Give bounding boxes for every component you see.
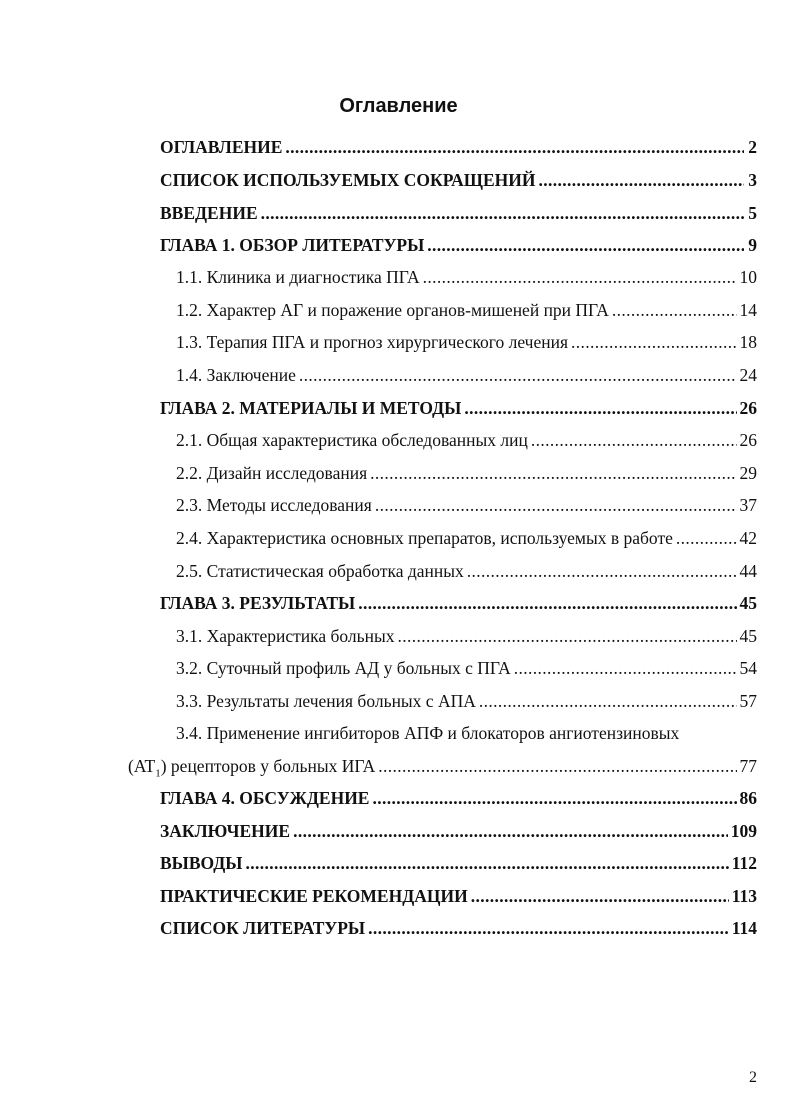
toc-label: 1.4. Заключение: [176, 365, 296, 385]
toc-page: 42: [739, 528, 757, 548]
toc-label: [128, 755, 375, 785]
toc-page: 26: [739, 430, 757, 450]
toc-page: 86: [739, 788, 757, 808]
toc-label-suffix: ) рецепторов у больных ИГА: [160, 756, 376, 776]
toc-label: 2.5. Статистическая обработка данных: [176, 561, 464, 581]
toc-entry[interactable]: [176, 364, 757, 386]
toc-page: 2: [748, 137, 757, 157]
toc-entry[interactable]: [160, 397, 757, 419]
dot-leader: [375, 494, 737, 516]
page-title: Оглавление: [339, 95, 458, 117]
toc-page: 29: [739, 463, 757, 483]
dot-leader: [464, 397, 736, 419]
dot-leader: [467, 560, 737, 582]
toc-page: 10: [739, 267, 757, 287]
toc-label: ВВЕДЕНИЕ: [160, 203, 258, 223]
toc-page: 24: [739, 365, 757, 385]
toc-entry[interactable]: [176, 625, 757, 647]
toc-label: 3.1. Характеристика больных: [176, 626, 395, 646]
toc-page: 18: [739, 332, 757, 352]
toc-label: ГЛАВА 3. РЕЗУЛЬТАТЫ: [160, 593, 356, 613]
dot-leader: [358, 592, 736, 614]
dot-leader: [539, 169, 744, 191]
dot-leader: [285, 136, 744, 158]
toc-entry[interactable]: [160, 885, 757, 907]
toc-label: 2.4. Характеристика основных препаратов, используемых в работе: [176, 528, 673, 548]
dot-leader: [427, 234, 744, 256]
dot-leader: [246, 852, 729, 874]
toc-label-subscript: 1: [155, 767, 161, 780]
toc-label: 2.2. Дизайн исследования: [176, 463, 368, 483]
toc-entry-first-line[interactable]: 3.4. Применение ингибиторов АПФ и блокаторов ангиотензиновых: [176, 723, 680, 743]
toc-entry[interactable]: [176, 657, 757, 679]
dot-leader: [368, 917, 729, 939]
toc-label: ГЛАВА 1. ОБЗОР ЛИТЕРАТУРЫ: [160, 235, 425, 255]
toc-entry[interactable]: [160, 852, 757, 874]
toc-entry[interactable]: [176, 266, 757, 288]
dot-leader: [370, 462, 736, 484]
toc-entry[interactable]: [160, 202, 757, 224]
toc-entry[interactable]: [176, 299, 757, 321]
dot-leader: [398, 625, 737, 647]
toc-page: 114: [731, 918, 757, 938]
toc-page: 54: [739, 658, 757, 678]
toc-entry[interactable]: [176, 331, 757, 353]
toc-label: ВЫВОДЫ: [160, 853, 243, 873]
toc-entry[interactable]: [160, 787, 757, 809]
toc-page: 44: [739, 561, 757, 581]
toc-label: СПИСОК ИСПОЛЬЗУЕМЫХ СОКРАЩЕНИЙ: [160, 170, 536, 190]
toc-entry[interactable]: [160, 592, 757, 614]
toc-label: ОГЛАВЛЕНИЕ: [160, 137, 283, 157]
dot-leader: [299, 364, 737, 386]
toc-page: 9: [748, 235, 757, 255]
toc-entry[interactable]: [176, 429, 757, 451]
toc-label: 1.2. Характер АГ и поражение органов-мишеней при ПГА: [176, 300, 609, 320]
dot-leader: [378, 755, 736, 777]
dot-leader: [571, 331, 737, 353]
dot-leader: [676, 527, 737, 549]
toc-page: 77: [739, 756, 757, 776]
toc-entry[interactable]: [160, 820, 757, 842]
toc-page: 112: [731, 853, 757, 873]
dot-leader: [471, 885, 729, 907]
toc-entry[interactable]: [160, 136, 757, 158]
toc-page: 109: [730, 821, 757, 841]
dot-leader: [514, 657, 737, 679]
dot-leader: [423, 266, 737, 288]
toc-page: 5: [748, 203, 757, 223]
toc-page: 26: [739, 398, 757, 418]
toc-label: 3.3. Результаты лечения больных с АПА: [176, 691, 476, 711]
page-number: 2: [749, 1069, 757, 1086]
toc-label: ЗАКЛЮЧЕНИЕ: [160, 821, 291, 841]
toc-entry[interactable]: [176, 494, 757, 516]
toc-label: СПИСОК ЛИТЕРАТУРЫ: [160, 918, 366, 938]
toc-label: ПРАКТИЧЕСКИЕ РЕКОМЕНДАЦИИ: [160, 886, 468, 906]
toc-page: 45: [739, 626, 757, 646]
dot-leader: [261, 202, 744, 224]
toc-entry[interactable]: [176, 560, 757, 582]
toc-label: 1.1. Клиника и диагностика ПГА: [176, 267, 420, 287]
toc-page: 57: [739, 691, 757, 711]
toc-label: 2.1. Общая характеристика обследованных лиц: [176, 430, 528, 450]
dot-leader: [293, 820, 728, 842]
dot-leader: [612, 299, 737, 321]
toc-page: 113: [731, 886, 757, 906]
toc-entry[interactable]: [176, 690, 757, 712]
toc-entry[interactable]: [160, 234, 757, 256]
toc-label-prefix: (AT: [128, 756, 156, 776]
dot-leader: [479, 690, 737, 712]
toc-label: ГЛАВА 4. ОБСУЖДЕНИЕ: [160, 788, 370, 808]
dot-leader: [372, 787, 736, 809]
toc-label: 3.2. Суточный профиль АД у больных с ПГА: [176, 658, 511, 678]
toc-page: 3: [748, 170, 757, 190]
toc-page: 45: [739, 593, 757, 613]
toc-entry[interactable]: [176, 462, 757, 484]
dot-leader: [531, 429, 737, 451]
toc-entry[interactable]: [128, 755, 757, 785]
toc-entry[interactable]: [176, 527, 757, 549]
toc-label: 2.3. Методы исследования: [176, 495, 372, 515]
toc-page: 37: [739, 495, 757, 515]
toc-page: 14: [739, 300, 757, 320]
toc-entry[interactable]: [160, 169, 757, 191]
toc-label: ГЛАВА 2. МАТЕРИАЛЫ И МЕТОДЫ: [160, 398, 462, 418]
toc-label: 1.3. Терапия ПГА и прогноз хирургического лечения: [176, 332, 568, 352]
toc-entry[interactable]: [160, 917, 757, 939]
